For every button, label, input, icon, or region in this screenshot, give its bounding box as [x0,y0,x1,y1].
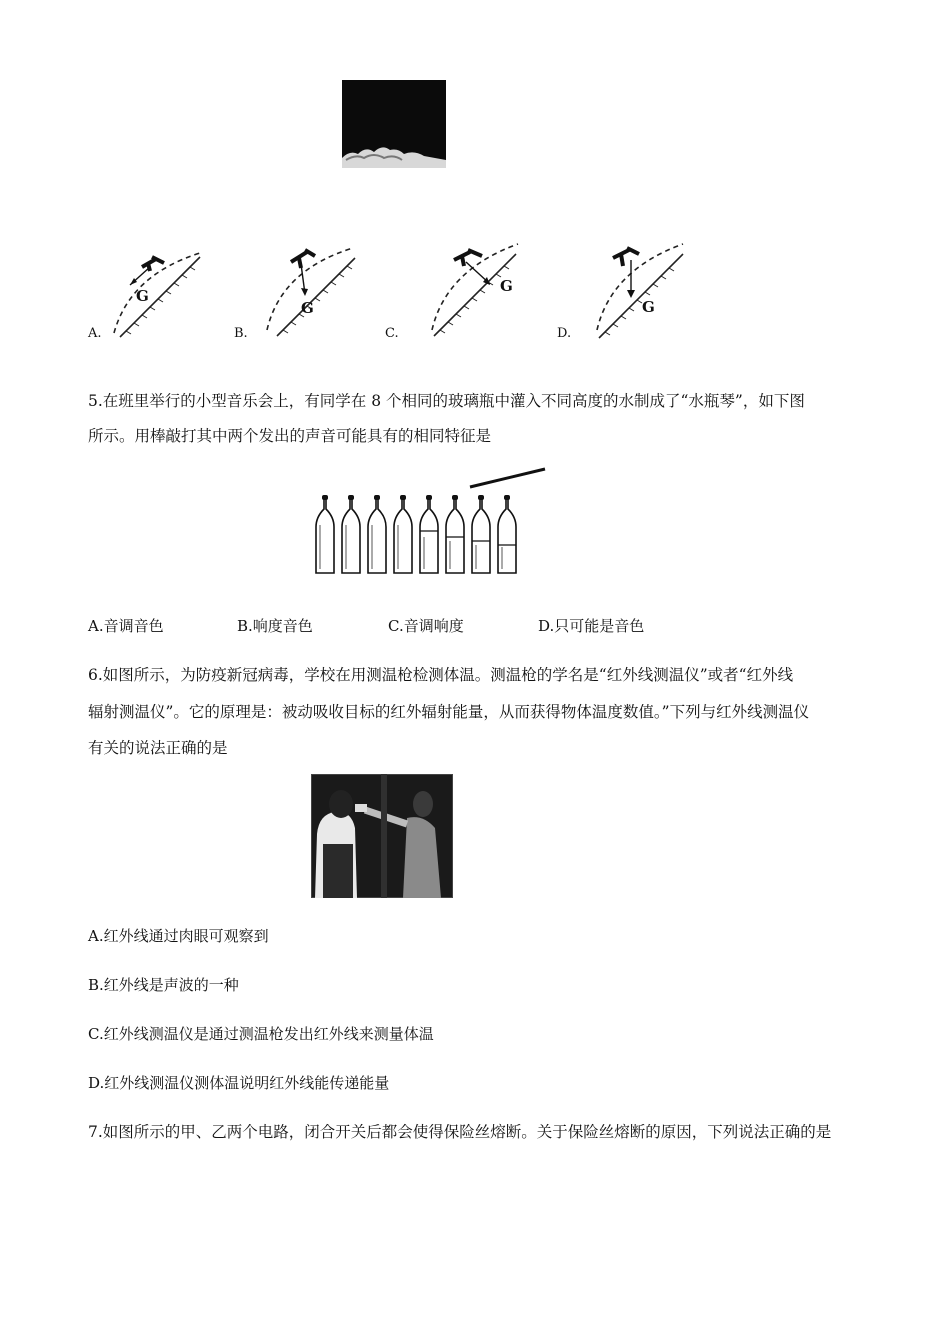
q5-water-bottle-figure [312,465,552,580]
q4-option-b-gravity-label: G [301,299,314,317]
q4-option-c-gravity-label: G [500,277,513,295]
q4-option-a-gravity-label: G [136,287,149,305]
q4-option-a-label: A. [88,326,102,341]
q4-option-b-figure [255,240,365,340]
q5-option-c[interactable]: C.音调响度 [388,617,464,635]
q6-temperature-check-photo [311,774,453,898]
q6-stem-line-2: 辐射测温仪”。它的原理是：被动吸收目标的红外辐射能量，从而获得物体温度数值。”下列与红外线测温仪 [88,703,810,721]
q4-option-b-label: B. [234,326,248,341]
q6-option-b[interactable]: B.红外线是声波的一种 [88,976,239,994]
q6-option-c[interactable]: C.红外线测温仪是通过测温枪发出红外线来测量体温 [88,1025,434,1043]
q4-scene-photo [342,80,446,168]
q4-option-d-gravity-label: G [642,298,655,316]
q4-option-d-label: D. [557,326,572,341]
q4-option-d-figure [585,240,695,340]
q5-option-d[interactable]: D.只可能是音色 [538,617,645,635]
q4-option-c-figure [420,240,530,340]
q5-option-a[interactable]: A.音调音色 [88,617,164,635]
q5-stem-line-1: 5.在班里举行的小型音乐会上，有同学在 8 个相同的玻璃瓶中灌入不同高度的水制成了“水瓶琴”，如下图 [88,392,805,410]
q6-stem-line-1: 6.如图所示，为防疫新冠病毒，学校在用测温枪检测体温。测温枪的学名是“红外线测温仪”或者“红外线 [88,666,794,684]
q5-stem-line-2: 所示。用棒敲打其中两个发出的声音可能具有的相同特征是 [88,427,492,445]
q6-option-a[interactable]: A.红外线通过肉眼可观察到 [88,927,269,945]
q4-option-a-figure [100,245,210,340]
q6-stem-line-3: 有关的说法正确的是 [88,739,228,757]
q5-option-b[interactable]: B.响度音色 [237,617,313,635]
q4-option-c-label: C. [385,326,399,341]
q6-option-d[interactable]: D.红外线测温仪测体温说明红外线能传递能量 [88,1074,390,1092]
q7-stem-line-1: 7.如图所示的甲、乙两个电路，闭合开关后都会使得保险丝熔断。关于保险丝熔断的原因，下列说法正确的是 [88,1123,832,1141]
